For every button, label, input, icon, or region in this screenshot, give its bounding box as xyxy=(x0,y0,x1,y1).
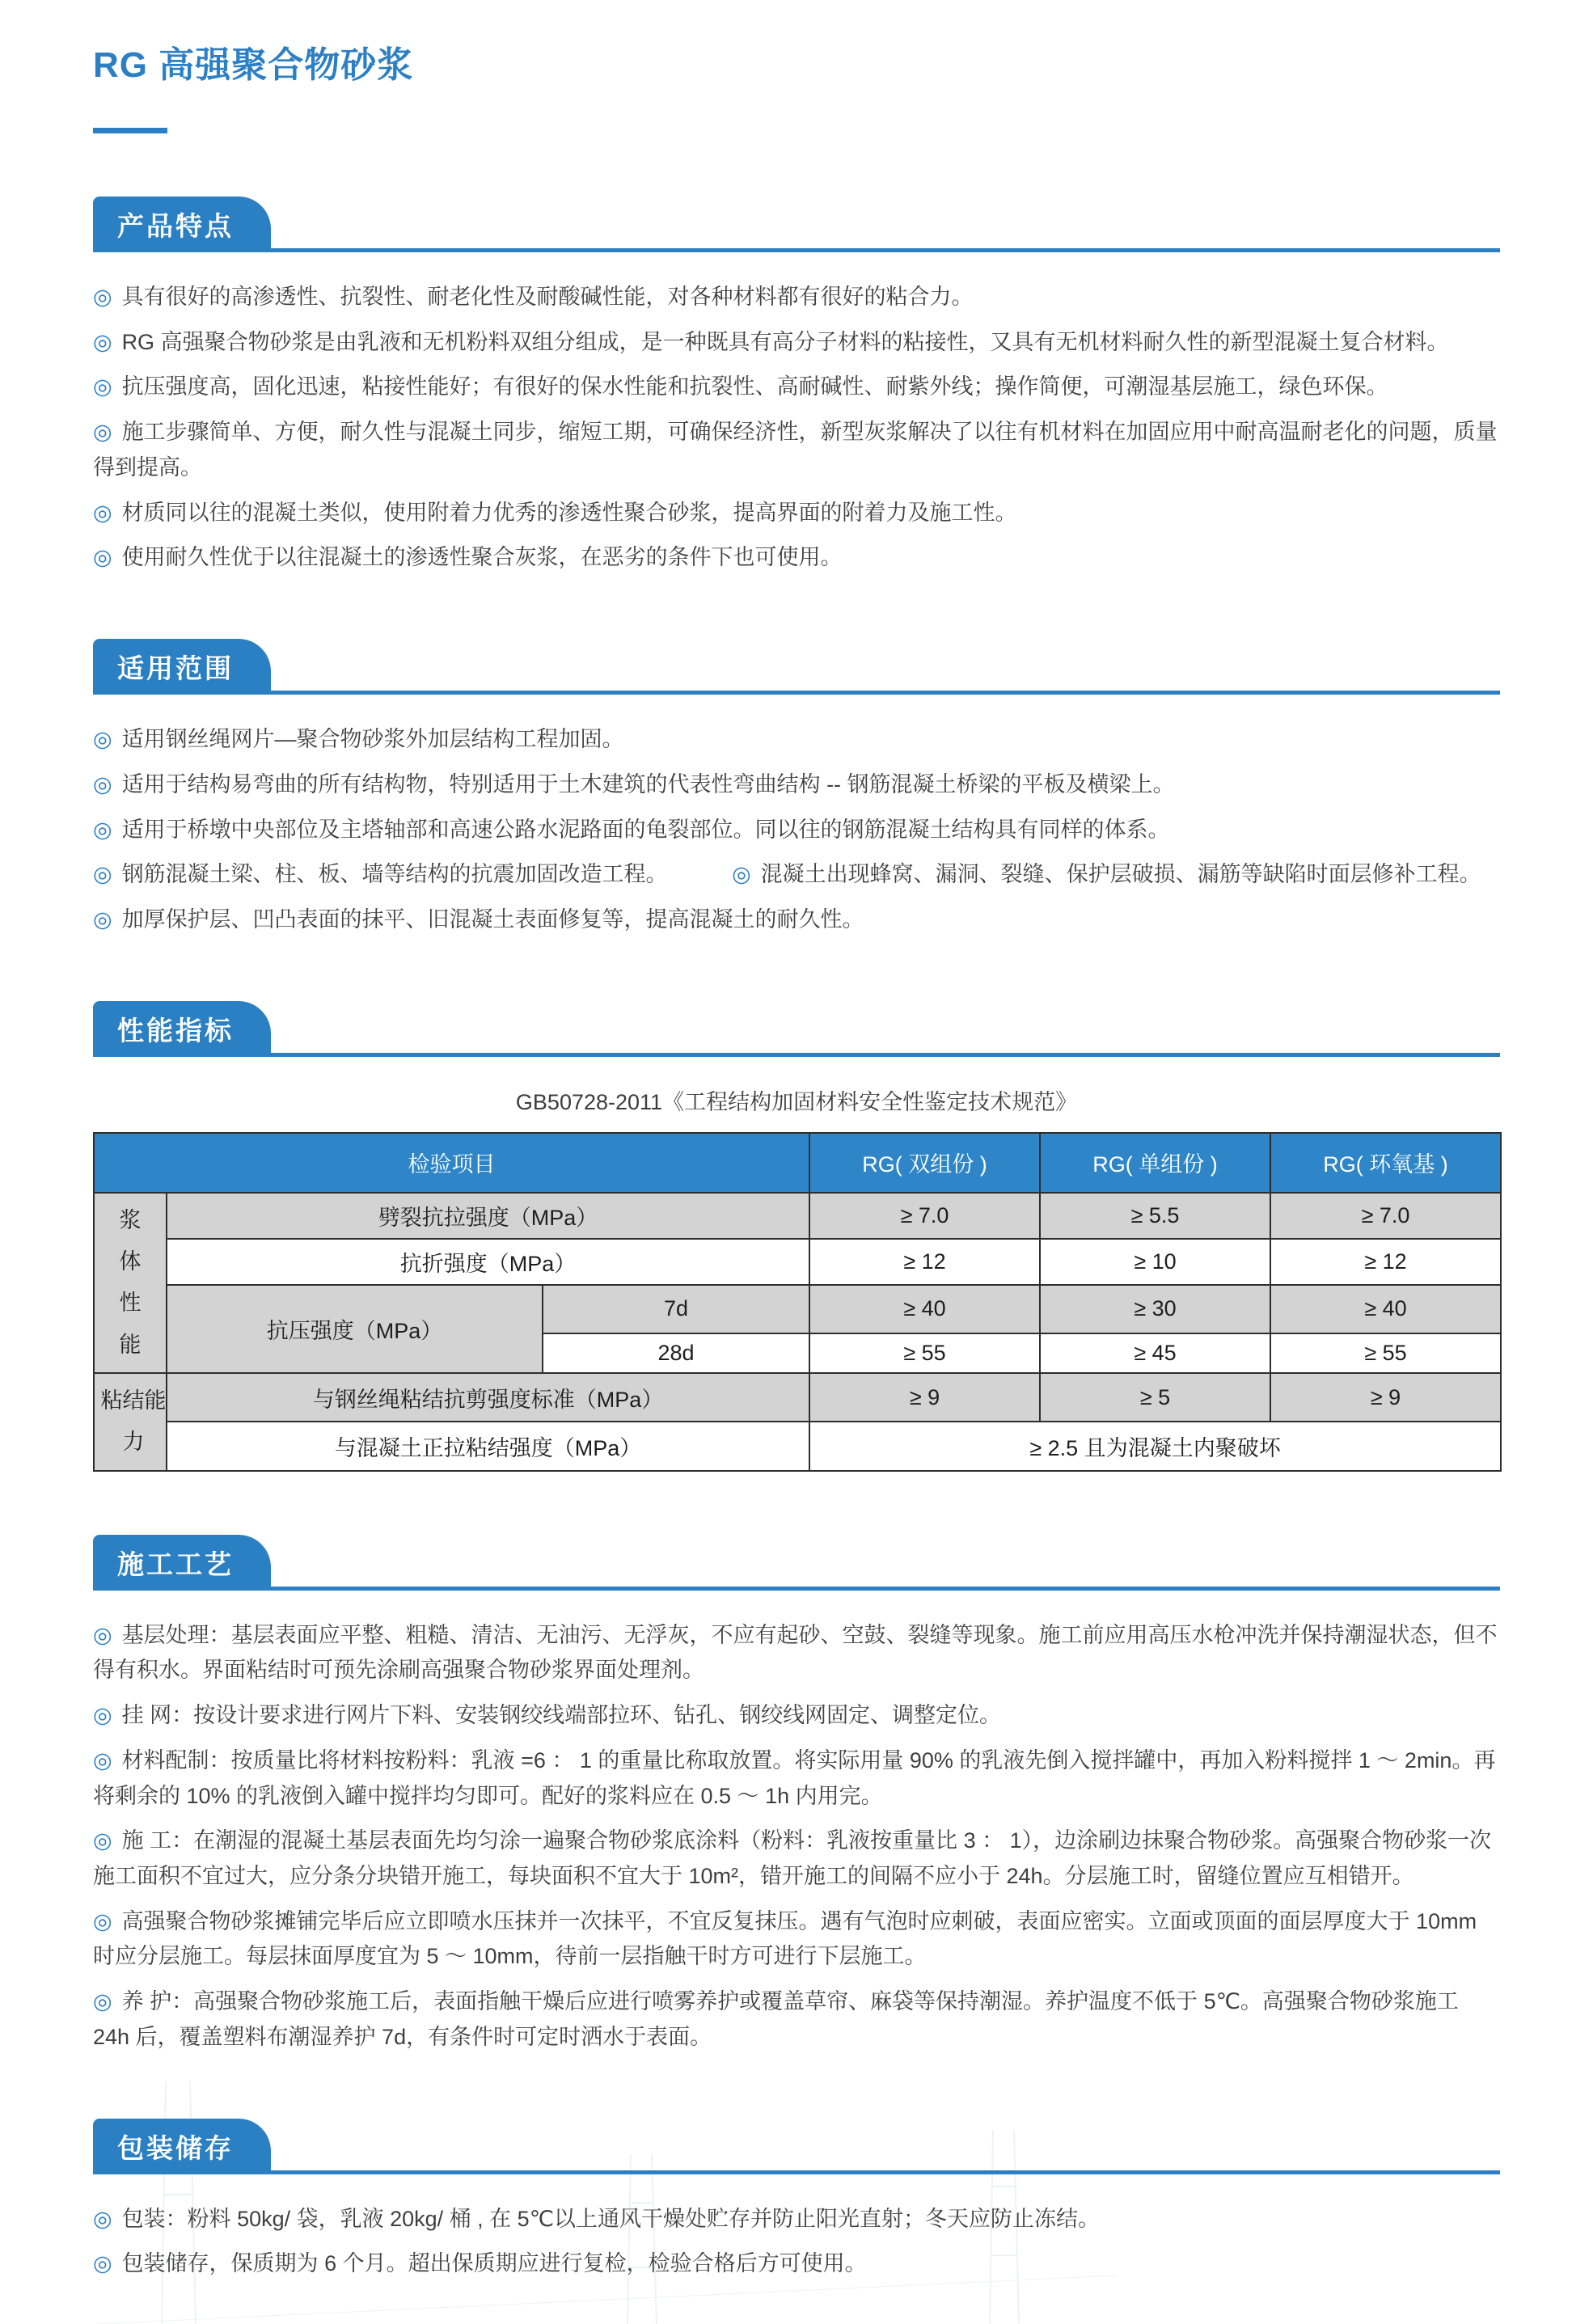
section-title-badge: 性能指标 xyxy=(93,1001,271,1057)
list-item-text: 材质同以往的混凝土类似，使用附着力优秀的渗透性聚合砂浆，提高界面的附着力及施工性。 xyxy=(121,500,1017,525)
section-title-badge: 产品特点 xyxy=(93,196,271,252)
table-row xyxy=(94,1422,1501,1470)
list-item xyxy=(93,1698,1500,1734)
table-row xyxy=(94,1373,1501,1422)
section-header xyxy=(93,1001,1500,1057)
section-header xyxy=(93,2119,1500,2174)
ring-bullet-icon: ◎ xyxy=(93,727,112,752)
ring-bullet-icon: ◎ xyxy=(93,1747,112,1773)
ring-bullet-icon: ◎ xyxy=(93,907,112,932)
ring-bullet-icon: ◎ xyxy=(93,1703,112,1728)
cell-value: ≥ 55 xyxy=(809,1333,1040,1373)
list-item-text: 高强聚合物砂浆摊铺完毕后应立即喷水压抹并一次抹平，不宜反复抹压。遇有气泡时应刺破，表面应密实。立面或顶面的面层厚度大于 10mm 时应分层施工。每层抹面厚度宜为 5 ～ 10mm，待前一层指触干时方可进行下层施工。 xyxy=(93,1908,1477,1969)
row-label: 劈裂抗拉强度（MPa） xyxy=(167,1193,809,1239)
table-row xyxy=(94,1285,1501,1333)
section-process xyxy=(93,1535,1500,2056)
cell-value: ≥ 40 xyxy=(809,1285,1040,1333)
list-item xyxy=(93,415,1500,485)
section-packaging xyxy=(93,2119,1500,2282)
list-item xyxy=(93,325,1500,361)
list-item xyxy=(93,1743,1500,1814)
list-item-text: 基层处理：基层表面应平整、粗糙、清洁、无油污、无浮灰，不应有起砂、空鼓、裂缝等现象。施工前应用高压水枪冲洗并保持潮湿状态，但不得有积水。界面粘结时可预先涂刷高强聚合物砂浆界面处理剂。 xyxy=(93,1622,1498,1683)
list-item-text: 包装储存，保质期为 6 个月。超出保质期应进行复检，检验合格后方可使用。 xyxy=(121,2251,867,2276)
performance-table xyxy=(93,1132,1502,1472)
scope-list xyxy=(93,722,1500,938)
cell-value: ≥ 30 xyxy=(1040,1285,1270,1333)
section-header xyxy=(93,196,1500,252)
list-item xyxy=(93,2246,1500,2282)
list-item xyxy=(93,540,1500,576)
list-item xyxy=(93,767,1500,803)
row-sublabel: 28d xyxy=(543,1333,809,1373)
features-list xyxy=(93,280,1500,576)
list-item xyxy=(93,1904,1500,1975)
section-title-badge: 包装储存 xyxy=(93,2119,271,2174)
ring-bullet-icon: ◎ xyxy=(93,1908,112,1933)
ring-bullet-icon: ◎ xyxy=(93,2206,112,2231)
standard-reference: GB50728-2011《工程结构加固材料安全性鉴定技术规范》 xyxy=(515,1089,1078,1114)
ring-bullet-icon: ◎ xyxy=(93,2251,112,2276)
list-item-text: 包装：粉料 50kg/ 袋，乳液 20kg/ 桶 , 在 5℃以上通风干燥处贮存并防止阳光直射；冬天应防止冻结。 xyxy=(121,2206,1101,2231)
ring-bullet-icon: ◎ xyxy=(93,329,112,354)
process-list xyxy=(93,1618,1500,2056)
list-item-pair xyxy=(93,857,1500,893)
packaging-list xyxy=(93,2202,1500,2282)
header-cell-rg1: RG( 单组份 ) xyxy=(1040,1133,1270,1193)
section-performance xyxy=(93,1001,1500,1472)
table-row xyxy=(94,1239,1501,1285)
section-title-badge: 施工工艺 xyxy=(93,1535,271,1591)
list-item-text: 适用于桥墩中央部位及主塔轴部和高速公路水泥路面的龟裂部位。同以往的钢筋混凝土结构具有同样的体系。 xyxy=(121,817,1170,842)
list-item xyxy=(93,280,1500,315)
ring-bullet-icon: ◎ xyxy=(93,285,112,309)
row-label: 抗折强度（MPa） xyxy=(167,1239,809,1285)
list-item xyxy=(93,1984,1500,2055)
list-item-text: 钢筋混凝土梁、柱、板、墙等结构的抗震加固改造工程。 xyxy=(121,862,668,887)
list-item-text: 适用于结构易弯曲的所有结构物，特别适用于土木建筑的代表性弯曲结构 -- 钢筋混凝土桥梁的平板及横梁上。 xyxy=(121,771,1175,796)
header-cell-item: 检验项目 xyxy=(94,1133,809,1193)
cell-value: ≥ 10 xyxy=(1040,1239,1270,1285)
section-header xyxy=(93,1535,1500,1591)
cell-value: ≥ 9 xyxy=(809,1373,1040,1422)
ring-bullet-icon: ◎ xyxy=(93,862,112,887)
ring-bullet-icon: ◎ xyxy=(93,817,112,842)
cell-value: ≥ 12 xyxy=(809,1239,1040,1285)
header-cell-epoxy: RG( 环氧基 ) xyxy=(1270,1133,1501,1193)
list-item xyxy=(93,370,1500,405)
list-item-text: 具有很好的高渗透性、抗裂性、耐老化性及耐酸碱性能，对各种材料都有很好的粘合力。 xyxy=(121,285,974,309)
list-item xyxy=(93,722,1500,758)
section-scope xyxy=(93,639,1500,938)
ring-bullet-icon: ◎ xyxy=(93,1989,112,2014)
ring-bullet-icon: ◎ xyxy=(93,420,112,445)
table-row xyxy=(94,1193,1501,1239)
pair-first xyxy=(93,862,668,886)
header-cell-rg2: RG( 双组份 ) xyxy=(809,1133,1040,1193)
list-item-text: 养 护：高强聚合物砂浆施工后，表面指触干燥后应进行喷雾养护或覆盖草帘、麻袋等保持潮湿。养护温度不低于 5℃。高强聚合物砂浆施工 24h 后，覆盖塑料布潮湿养护 7d，有条件时可定时洒水于表面。 xyxy=(93,1989,1459,2049)
row-sublabel: 7d xyxy=(543,1285,809,1333)
cell-value: ≥ 55 xyxy=(1270,1333,1501,1373)
title-underline xyxy=(93,128,167,133)
list-item xyxy=(93,1618,1500,1688)
list-item xyxy=(93,813,1500,848)
list-item xyxy=(93,2202,1500,2237)
cell-value: ≥ 12 xyxy=(1270,1239,1501,1285)
group-label-slurry: 浆体性能 xyxy=(94,1193,167,1373)
table-header-row xyxy=(94,1133,1501,1193)
list-item-text: 使用耐久性优于以往混凝土的渗透性聚合灰浆，在恶劣的条件下也可使用。 xyxy=(121,545,843,570)
ring-bullet-icon: ◎ xyxy=(93,374,112,399)
ring-bullet-icon: ◎ xyxy=(93,1828,112,1853)
ring-bullet-icon: ◎ xyxy=(732,862,751,887)
cell-value: ≥ 40 xyxy=(1270,1285,1501,1333)
section-title-badge: 适用范围 xyxy=(93,639,271,695)
list-item xyxy=(93,496,1500,531)
list-item-text: 施 工：在潮湿的混凝土基层表面先均匀涂一遍聚合物砂浆底涂料（粉料：乳液按重量比 3 ： 1），边涂刷边抹聚合物砂浆。高强聚合物砂浆一次施工面积不宜过大，应分条分块错开施工，每块面积不宜大于 10m²，错开施工的间隔不应小于 24h。分层施工时，留缝位置应互相错开。 xyxy=(93,1828,1492,1888)
ring-bullet-icon: ◎ xyxy=(93,500,112,525)
row-label: 与钢丝绳粘结抗剪强度标准（MPa） xyxy=(167,1373,809,1422)
list-item-text: 材料配制：按质量比将材料按粉料：乳液 =6 ： 1 的重量比称取放置。将实际用量 90% 的乳液先倒入搅拌罐中，再加入粉料搅拌 1 ～ 2min。再将剩余的 10% 的乳液倒入罐中搅拌均匀即可。配好的浆料应在 0.5 ～ 1h 内用完。 xyxy=(93,1747,1496,1808)
list-item-text: 加厚保护层、凹凸表面的抹平、旧混凝土表面修复等，提高混凝土的耐久性。 xyxy=(121,907,864,932)
cell-value: ≥ 5.5 xyxy=(1040,1193,1270,1239)
group-label-bond: 粘结能力 xyxy=(94,1373,167,1471)
page-title: RG 高强聚合物砂浆 xyxy=(93,45,414,85)
list-item-text: 抗压强度高，固化迅速，粘接性能好；有很好的保水性能和抗裂性、高耐碱性、耐紫外线；操作简便，可潮湿基层施工，绿色环保。 xyxy=(121,374,1388,399)
cell-value-merged: ≥ 2.5 且为混凝土内聚破坏 xyxy=(809,1422,1501,1470)
cell-value: ≥ 9 xyxy=(1270,1373,1501,1422)
ring-bullet-icon: ◎ xyxy=(93,1622,112,1647)
list-item-text: 适用钢丝绳网片—聚合物砂浆外加层结构工程加固。 xyxy=(121,727,624,752)
list-item-text: RG 高强聚合物砂浆是由乳液和无机粉料双组分组成，是一种既具有高分子材料的粘接性，又具有无机材料耐久性的新型混凝土复合材料。 xyxy=(121,329,1449,354)
list-item xyxy=(93,902,1500,938)
cell-value: ≥ 45 xyxy=(1040,1333,1270,1373)
cell-value: ≥ 7.0 xyxy=(809,1193,1040,1239)
ring-bullet-icon: ◎ xyxy=(93,771,112,796)
list-item-text: 施工步骤简单、方便，耐久性与混凝土同步，缩短工期，可确保经济性，新型灰浆解决了以往有机材料在加固应用中耐高温耐老化的问题，质量得到提高。 xyxy=(93,420,1498,480)
cell-value: ≥ 7.0 xyxy=(1270,1193,1501,1239)
row-label: 与混凝土正拉粘结强度（MPa） xyxy=(167,1422,809,1470)
section-features xyxy=(93,196,1500,576)
cell-value: ≥ 5 xyxy=(1040,1373,1270,1422)
list-item xyxy=(93,1823,1500,1894)
ring-bullet-icon: ◎ xyxy=(93,545,112,570)
pair-second xyxy=(732,862,1481,886)
row-label-compressive: 抗压强度（MPa） xyxy=(167,1285,543,1373)
section-header xyxy=(93,639,1500,695)
performance-body xyxy=(93,1084,1500,1472)
list-item-text: 混凝土出现蜂窝、漏洞、裂缝、保护层破损、漏筋等缺陷时面层修补工程。 xyxy=(760,862,1481,887)
list-item-text: 挂 网：按设计要求进行网片下料、安装钢绞线端部拉环、钻孔、钢绞线网固定、调整定位。 xyxy=(121,1703,1002,1728)
